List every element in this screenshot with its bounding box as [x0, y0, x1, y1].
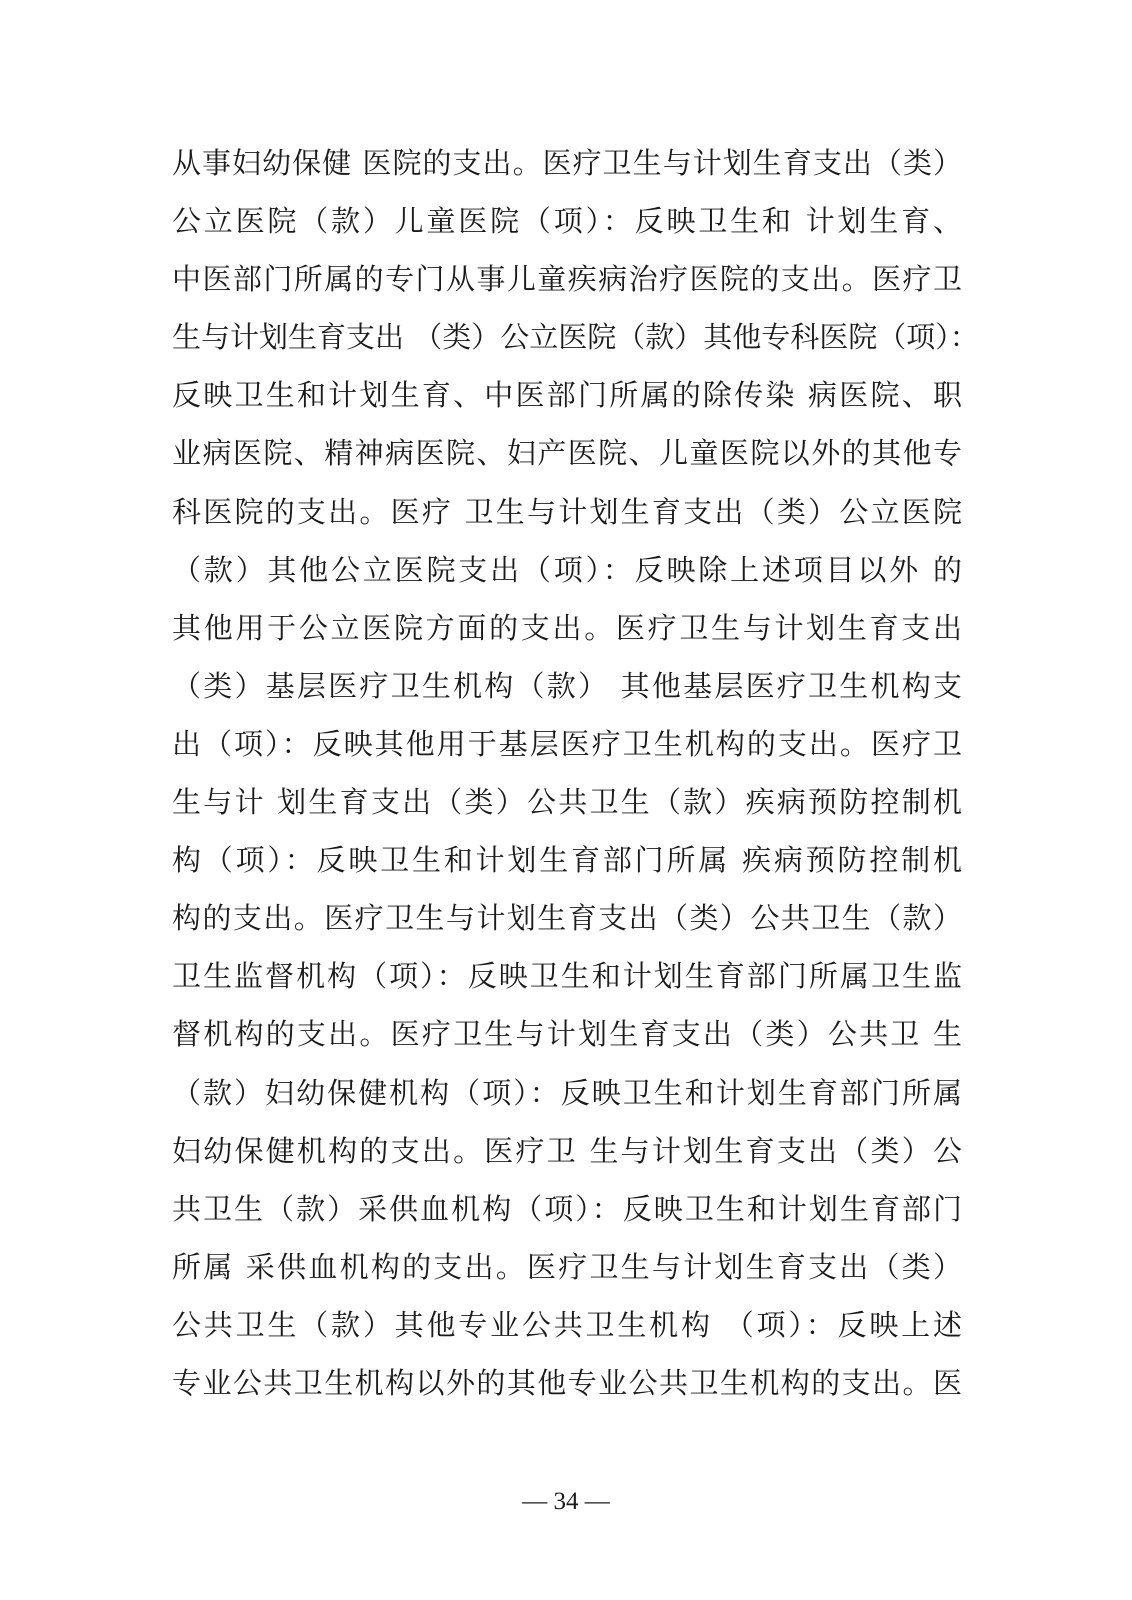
text-line: 公共卫生（款）其他专业公共卫生机构 （项）：反映上述 [172, 1307, 962, 1342]
text-line: 其他用于公立医院方面的支出。医疗卫生与计划生育支出 [172, 610, 962, 645]
text-line: 中医部门所属的专门从事儿童疾病治疗医院的支出。医疗卫 [172, 262, 962, 297]
text-line: 督机构的支出。医疗卫生与计划生育支出（类）公共卫 生 [172, 1017, 962, 1052]
text-line: 构（项）：反映卫生和计划生育部门所属 疾病预防控制机 [172, 843, 962, 878]
text-line: 业病医院、精神病医院、妇产医院、儿童医院以外的其他专 [172, 436, 962, 471]
text-line: 公立医院（款）儿童医院（项）：反映卫生和 计划生育、 [172, 204, 962, 239]
text-line: 出（项）：反映其他用于基层医疗卫生机构的支出。医疗卫 [172, 726, 962, 761]
text-line: 构的支出。医疗卫生与计划生育支出（类）公共卫生（款） [172, 901, 962, 936]
text-line: 从事妇幼保健 医院的支出。医疗卫生与计划生育支出（类） [172, 146, 962, 180]
text-line: 妇幼保健机构的支出。医疗卫 生与计划生育支出（类）公 [172, 1133, 962, 1168]
text-line: （款）妇幼保健机构（项）：反映卫生和计划生育部门所属 [172, 1075, 962, 1110]
page-number: — 34 — [522, 1488, 610, 1515]
text-line: 反映卫生和计划生育、中医部门所属的除传染 病医院、职 [172, 378, 962, 413]
text-line: 生与计 划生育支出（类）公共卫生（款）疾病预防控制机 [172, 785, 962, 820]
text-line: （类）基层医疗卫生机构（款） 其他基层医疗卫生机构支 [172, 668, 962, 703]
text-line: 共卫生（款）采供血机构（项）：反映卫生和计划生育部门 [172, 1191, 962, 1226]
body-text [172, 134, 979, 1412]
text-line: （款）其他公立医院支出（项）：反映除上述项目以外 的 [172, 552, 962, 587]
text-line: 生与计划生育支出 （类）公立医院（款）其他专科医院（项）： [172, 320, 979, 355]
text-line: 专业公共卫生机构以外的其他专业公共卫生机构的支出。医 [172, 1365, 962, 1400]
text-line: 科医院的支出。医疗 卫生与计划生育支出（类）公立医院 [172, 494, 962, 529]
text-line: 卫生监督机构（项）：反映卫生和计划生育部门所属卫生监 [172, 959, 962, 994]
text-line: 所属 采供血机构的支出。医疗卫生与计划生育支出（类） [172, 1249, 962, 1284]
